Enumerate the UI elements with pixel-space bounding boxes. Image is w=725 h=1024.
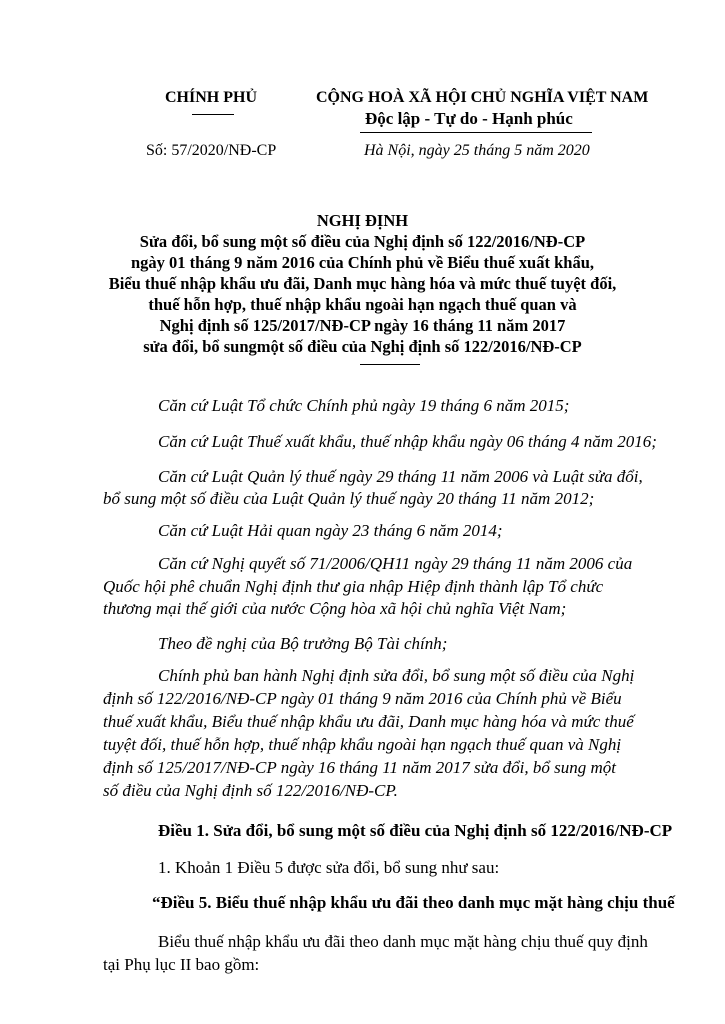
preamble-basis-5-line-3: thương mại thế giới của nước Cộng hòa xã hội chủ nghĩa Việt Nam; <box>103 599 567 618</box>
article-5-heading: “Điều 5. Biểu thuế nhập khẩu ưu đãi theo danh mục mặt hàng chịu thuế <box>152 893 675 912</box>
enactment-clause-line-3: thuế xuất khẩu, Biểu thuế nhập khẩu ưu đãi, Danh mục hàng hóa và mức thuế <box>103 712 634 731</box>
paragraph-line-1: Biểu thuế nhập khẩu ưu đãi theo danh mục mặt hàng chịu thuế quy định <box>158 932 648 951</box>
title-line-5: Nghị định số 125/2017/NĐ-CP ngày 16 tháng 11 năm 2017 <box>159 316 566 335</box>
preamble-basis-4: Căn cứ Luật Hải quan ngày 23 tháng 6 năm 2014; <box>158 521 503 540</box>
preamble-basis-5-line-2: Quốc hội phê chuẩn Nghị định thư gia nhập Hiệp định thành lập Tổ chức <box>103 577 604 596</box>
enactment-clause-line-1: Chính phủ ban hành Nghị định sửa đổi, bổ sung một số điều của Nghị <box>158 666 635 685</box>
article-1-heading: Điều 1. Sửa đổi, bổ sung một số điều của Nghị định số 122/2016/NĐ-CP <box>158 821 673 840</box>
national-title: CỘNG HOÀ XÃ HỘI CHỦ NGHĨA VIỆT NAM <box>316 89 649 106</box>
preamble-basis-1: Căn cứ Luật Tổ chức Chính phủ ngày 19 tháng 6 năm 2015; <box>158 396 570 415</box>
enactment-clause-line-5: định số 125/2017/NĐ-CP ngày 16 tháng 11 năm 2017 sửa đổi, bổ sung một <box>103 758 616 777</box>
preamble-basis-5-line-1: Căn cứ Nghị quyết số 71/2006/QH11 ngày 29 tháng 11 năm 2006 của <box>158 554 633 573</box>
preamble-basis-3-line-2: bổ sung một số điều của Luật Quản lý thuế ngày 20 tháng 11 năm 2012; <box>103 489 595 508</box>
title-line-3: Biểu thuế nhập khẩu ưu đãi, Danh mục hàng hóa và mức thuế tuyệt đối, <box>108 274 617 293</box>
title-line-1: Sửa đổi, bổ sung một số điều của Nghị định số 122/2016/NĐ-CP <box>139 232 586 251</box>
agency-underline <box>192 114 234 115</box>
enactment-clause-line-6: số điều của Nghị định số 122/2016/NĐ-CP. <box>103 781 398 800</box>
document-type-heading: NGHỊ ĐỊNH <box>316 211 409 230</box>
preamble-basis-2: Căn cứ Luật Thuế xuất khẩu, thuế nhập khẩu ngày 06 tháng 4 năm 2016; <box>158 432 657 451</box>
preamble-basis-3-line-1: Căn cứ Luật Quản lý thuế ngày 29 tháng 11 năm 2006 và Luật sửa đổi, <box>158 467 643 486</box>
national-motto: Độc lập - Tự do - Hạnh phúc <box>365 109 573 128</box>
title-line-6: sửa đổi, bổ sungmột số điều của Nghị định số 122/2016/NĐ-CP <box>143 337 582 356</box>
issuing-agency: CHÍNH PHỦ <box>165 89 257 106</box>
enactment-clause-line-4: tuyệt đối, thuế hỗn hợp, thuế nhập khẩu ngoài hạn ngạch thuế quan và Nghị <box>103 735 622 754</box>
title-line-4: thuế hỗn hợp, thuế nhập khẩu ngoài hạn ngạch thuế quan và <box>148 295 577 314</box>
clause-1: 1. Khoản 1 Điều 5 được sửa đổi, bổ sung như sau: <box>158 858 500 877</box>
document-number: Số: 57/2020/NĐ-CP <box>146 142 277 159</box>
preamble-proposal: Theo đề nghị của Bộ trưởng Bộ Tài chính; <box>158 634 448 653</box>
title-separator <box>360 364 420 365</box>
issue-date: Hà Nội, ngày 25 tháng 5 năm 2020 <box>364 142 590 159</box>
paragraph-line-2: tại Phụ lục II bao gồm: <box>103 955 260 974</box>
motto-underline <box>360 132 592 133</box>
enactment-clause-line-2: định số 122/2016/NĐ-CP ngày 01 tháng 9 năm 2016 của Chính phủ về Biểu <box>103 689 622 708</box>
title-line-2: ngày 01 tháng 9 năm 2016 của Chính phủ về Biểu thuế xuất khẩu, <box>130 253 595 272</box>
